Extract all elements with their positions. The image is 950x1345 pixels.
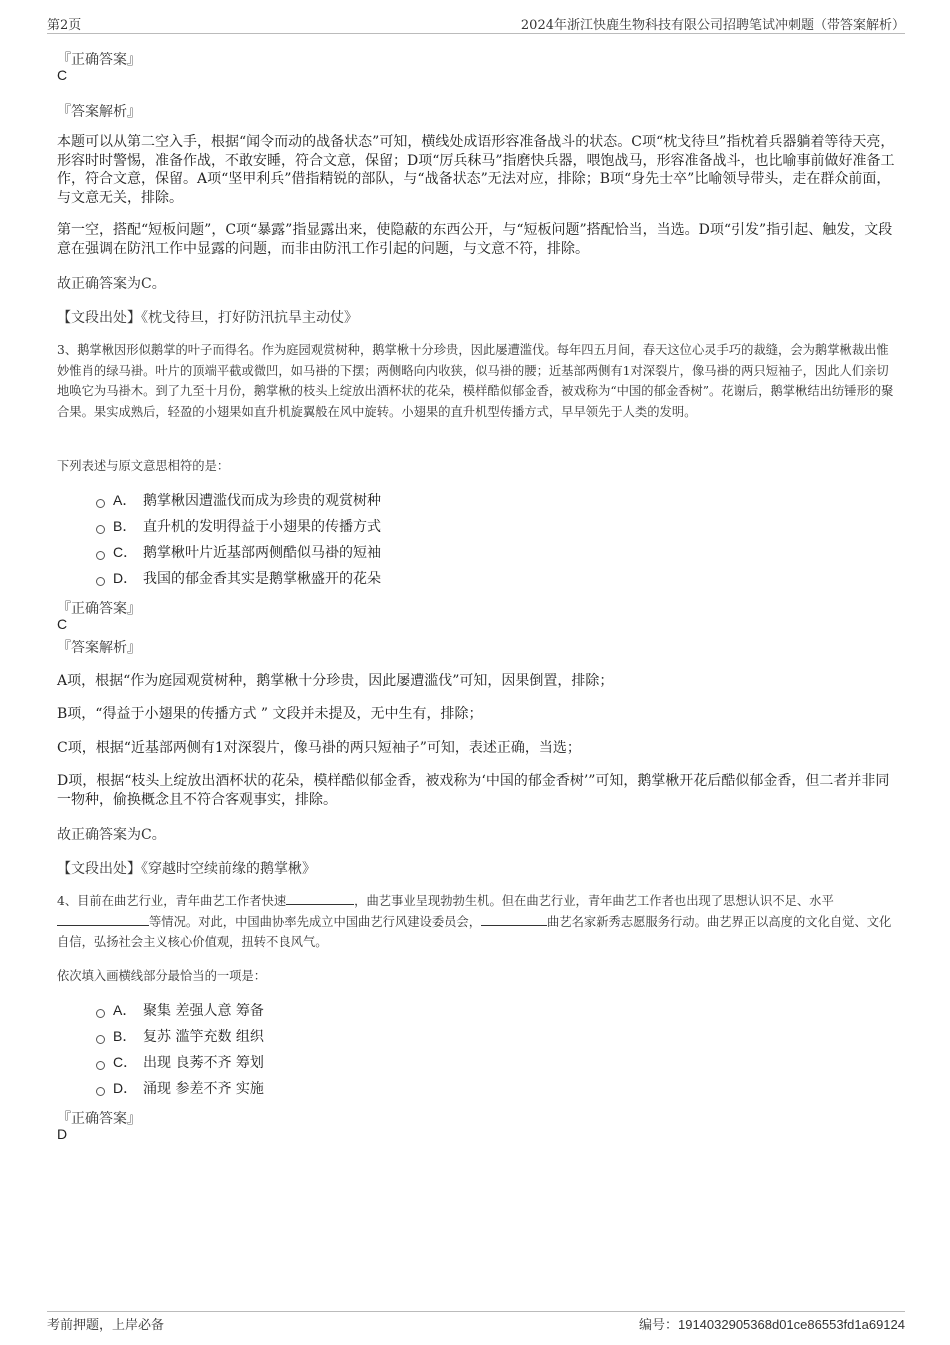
option-letter: D． xyxy=(113,570,138,586)
conclusion: 故正确答案为C。 xyxy=(57,276,166,292)
question-passage xyxy=(57,891,897,953)
option-text: 鹅掌楸因遭滥伐而成为珍贵的观赏树种 xyxy=(143,493,381,509)
conclusion: 故正确答案为C。 xyxy=(57,827,166,843)
option-letter: B． xyxy=(113,518,137,534)
option-letter: D． xyxy=(113,1080,138,1096)
option-a[interactable] xyxy=(96,489,381,511)
radio-icon[interactable] xyxy=(96,1035,105,1044)
option-b[interactable] xyxy=(96,515,381,537)
question-prompt: 依次填入画横线部分最恰当的一项是： xyxy=(57,969,267,983)
document-title: 2024年浙江快鹿生物科技有限公司招聘笔试冲刺题（带答案解析） xyxy=(520,18,905,33)
analysis-paragraph: B项，“得益于小翅果的传播方式 ” 文段并未提及，无中生有，排除； xyxy=(57,706,483,722)
footer-rule xyxy=(47,1311,905,1312)
passage-text: 4、目前在曲艺行业，青年曲艺工作者快速 xyxy=(57,894,287,908)
page-number: 第2页 xyxy=(47,18,82,33)
analysis-paragraph: A项，根据“作为庭园观赏树种，鹅掌楸十分珍贵，因此屡遭滥伐”可知，因果倒置，排除； xyxy=(57,673,614,689)
question-passage: 3、鹅掌楸因形似鹅掌的叶子而得名。作为庭园观赏树种，鹅掌楸十分珍贵，因此屡遭滥伐。每年四五月间，春天这位心灵手巧的裁缝，会为鹅掌楸裁出惟妙惟肖的绿马褂。叶片的顶端平截或微凹，如马褂的下摆；两侧略向内收狭，似马褂的腰；近基部两侧有1对深裂片，像马褂的两只短袖子，因此人们亲切地唤它为马褂木。到了九至十月份，鹅掌楸的枝头上绽放出酒杯状的花朵，模样酷似郁金香，被戏称为“中国的郁金香树”。花谢后，鹅掌楸结出纺锤形的聚合果。果实成熟后，轻盈的小翅果如直升机旋翼般在风中旋转。小翅果的直升机型传播方式，早早领先于人类的发明。 xyxy=(57,343,894,419)
analysis-label: 『答案解析』 xyxy=(57,104,141,120)
passage-text: 等情况。对此，中国曲协率先成立中国曲艺行风建设委员会， xyxy=(149,914,482,929)
option-letter: A． xyxy=(113,1002,137,1018)
option-text: 鹅掌楸叶片近基部两侧酷似马褂的短袖 xyxy=(143,545,381,561)
option-letter: C． xyxy=(113,544,138,560)
analysis-paragraph: 第一空，搭配“短板问题”，C项“暴露”指显露出来，使隐蔽的东西公开，与“短板问题”搭配恰当，当选。D项“引发”指引起、触发，文段意在强调在防汛工作中显露的问题，而非由防汛工作引起的问题，与文意不符，排除。 xyxy=(57,222,893,257)
footer-slogan: 考前押题，上岸必备 xyxy=(47,1318,165,1333)
radio-icon[interactable] xyxy=(96,499,105,508)
radio-icon[interactable] xyxy=(96,551,105,560)
source-citation: 【文段出处】《穿越时空续前缘的鹅掌楸》 xyxy=(57,861,316,877)
answer-value: D xyxy=(57,1126,68,1142)
option-text: 出现 良莠不齐 筹划 xyxy=(143,1055,264,1071)
option-text: 聚集 差强人意 筹备 xyxy=(143,1003,264,1019)
radio-icon[interactable] xyxy=(96,1061,105,1070)
analysis-paragraph: 本题可以从第二空入手，根据“闻令而动的战备状态”可知，横线处成语形容准备战斗的状态。C项“枕戈待旦”指枕着兵器躺着等待天亮，形容时时警惕，准备作战，不敢安睡，符合文意，保留；D项“厉兵秣马”指磨快兵器，喂饱战马，形容准备战斗，也比喻事前做好准备工作，符合文意，保留。A项“坚甲利兵”借指精锐的部队，与“战备状态”无法对应，排除；B项“身先士卒”比喻领导带头，走在群众前面，与文意无关，排除。 xyxy=(57,134,895,206)
analysis-paragraph: D项，根据“枝头上绽放出酒杯状的花朵，模样酷似郁金香，被戏称为‘中国的郁金香树’”可知，鹅掌楸开花后酷似郁金香，但二者并非同一物种，偷换概念且不符合客观事实，排除。 xyxy=(57,773,890,808)
option-d[interactable] xyxy=(96,567,381,589)
option-c[interactable] xyxy=(96,541,381,563)
passage-text: 曲艺名家新秀志愿服务行动。曲艺界正以高度的文化自觉、文化自信，弘扬社会主义核心价值观，扭转不良风气。 xyxy=(57,914,892,949)
fill-blank xyxy=(481,913,547,926)
option-b[interactable] xyxy=(96,1025,264,1047)
option-text: 涌现 参差不齐 实施 xyxy=(143,1081,264,1097)
radio-icon[interactable] xyxy=(96,1009,105,1018)
answer-label: 『正确答案』 xyxy=(57,1111,141,1127)
option-letter: A． xyxy=(113,492,137,508)
option-a[interactable] xyxy=(96,999,264,1021)
header-rule xyxy=(47,33,905,34)
option-text: 我国的郁金香其实是鹅掌楸盛开的花朵 xyxy=(143,571,381,587)
option-letter: C． xyxy=(113,1054,138,1070)
source-citation: 【文段出处】《枕戈待旦，打好防汛抗旱主动仗》 xyxy=(57,310,358,326)
radio-icon[interactable] xyxy=(96,577,105,586)
answer-label: 『正确答案』 xyxy=(57,601,141,617)
option-letter: B． xyxy=(113,1028,137,1044)
answer-value: C xyxy=(57,67,68,83)
option-text: 复苏 滥竽充数 组织 xyxy=(143,1029,264,1045)
fill-blank xyxy=(57,913,149,926)
option-c[interactable] xyxy=(96,1051,264,1073)
answer-value: C xyxy=(57,616,68,632)
fill-blank xyxy=(286,892,354,905)
analysis-label: 『答案解析』 xyxy=(57,640,141,656)
answer-label: 『正确答案』 xyxy=(57,52,141,68)
option-d[interactable] xyxy=(96,1077,264,1099)
passage-text: ，曲艺事业呈现勃勃生机。但在曲艺行业，青年曲艺工作者也出现了思想认识不足、水平 xyxy=(354,894,834,908)
document-id-label: 编号： xyxy=(638,1318,678,1333)
document-id-code: 1914032905368d01ce86553fd1a69124 xyxy=(677,1317,905,1332)
analysis-paragraph: C项，根据“近基部两侧有1对深裂片，像马褂的两只短袖子”可知，表述正确，当选； xyxy=(57,740,581,756)
document-id xyxy=(639,1314,905,1333)
question-prompt: 下列表述与原文意思相符的是： xyxy=(57,459,230,473)
radio-icon[interactable] xyxy=(96,525,105,534)
radio-icon[interactable] xyxy=(96,1087,105,1096)
option-text: 直升机的发明得益于小翅果的传播方式 xyxy=(143,519,381,535)
